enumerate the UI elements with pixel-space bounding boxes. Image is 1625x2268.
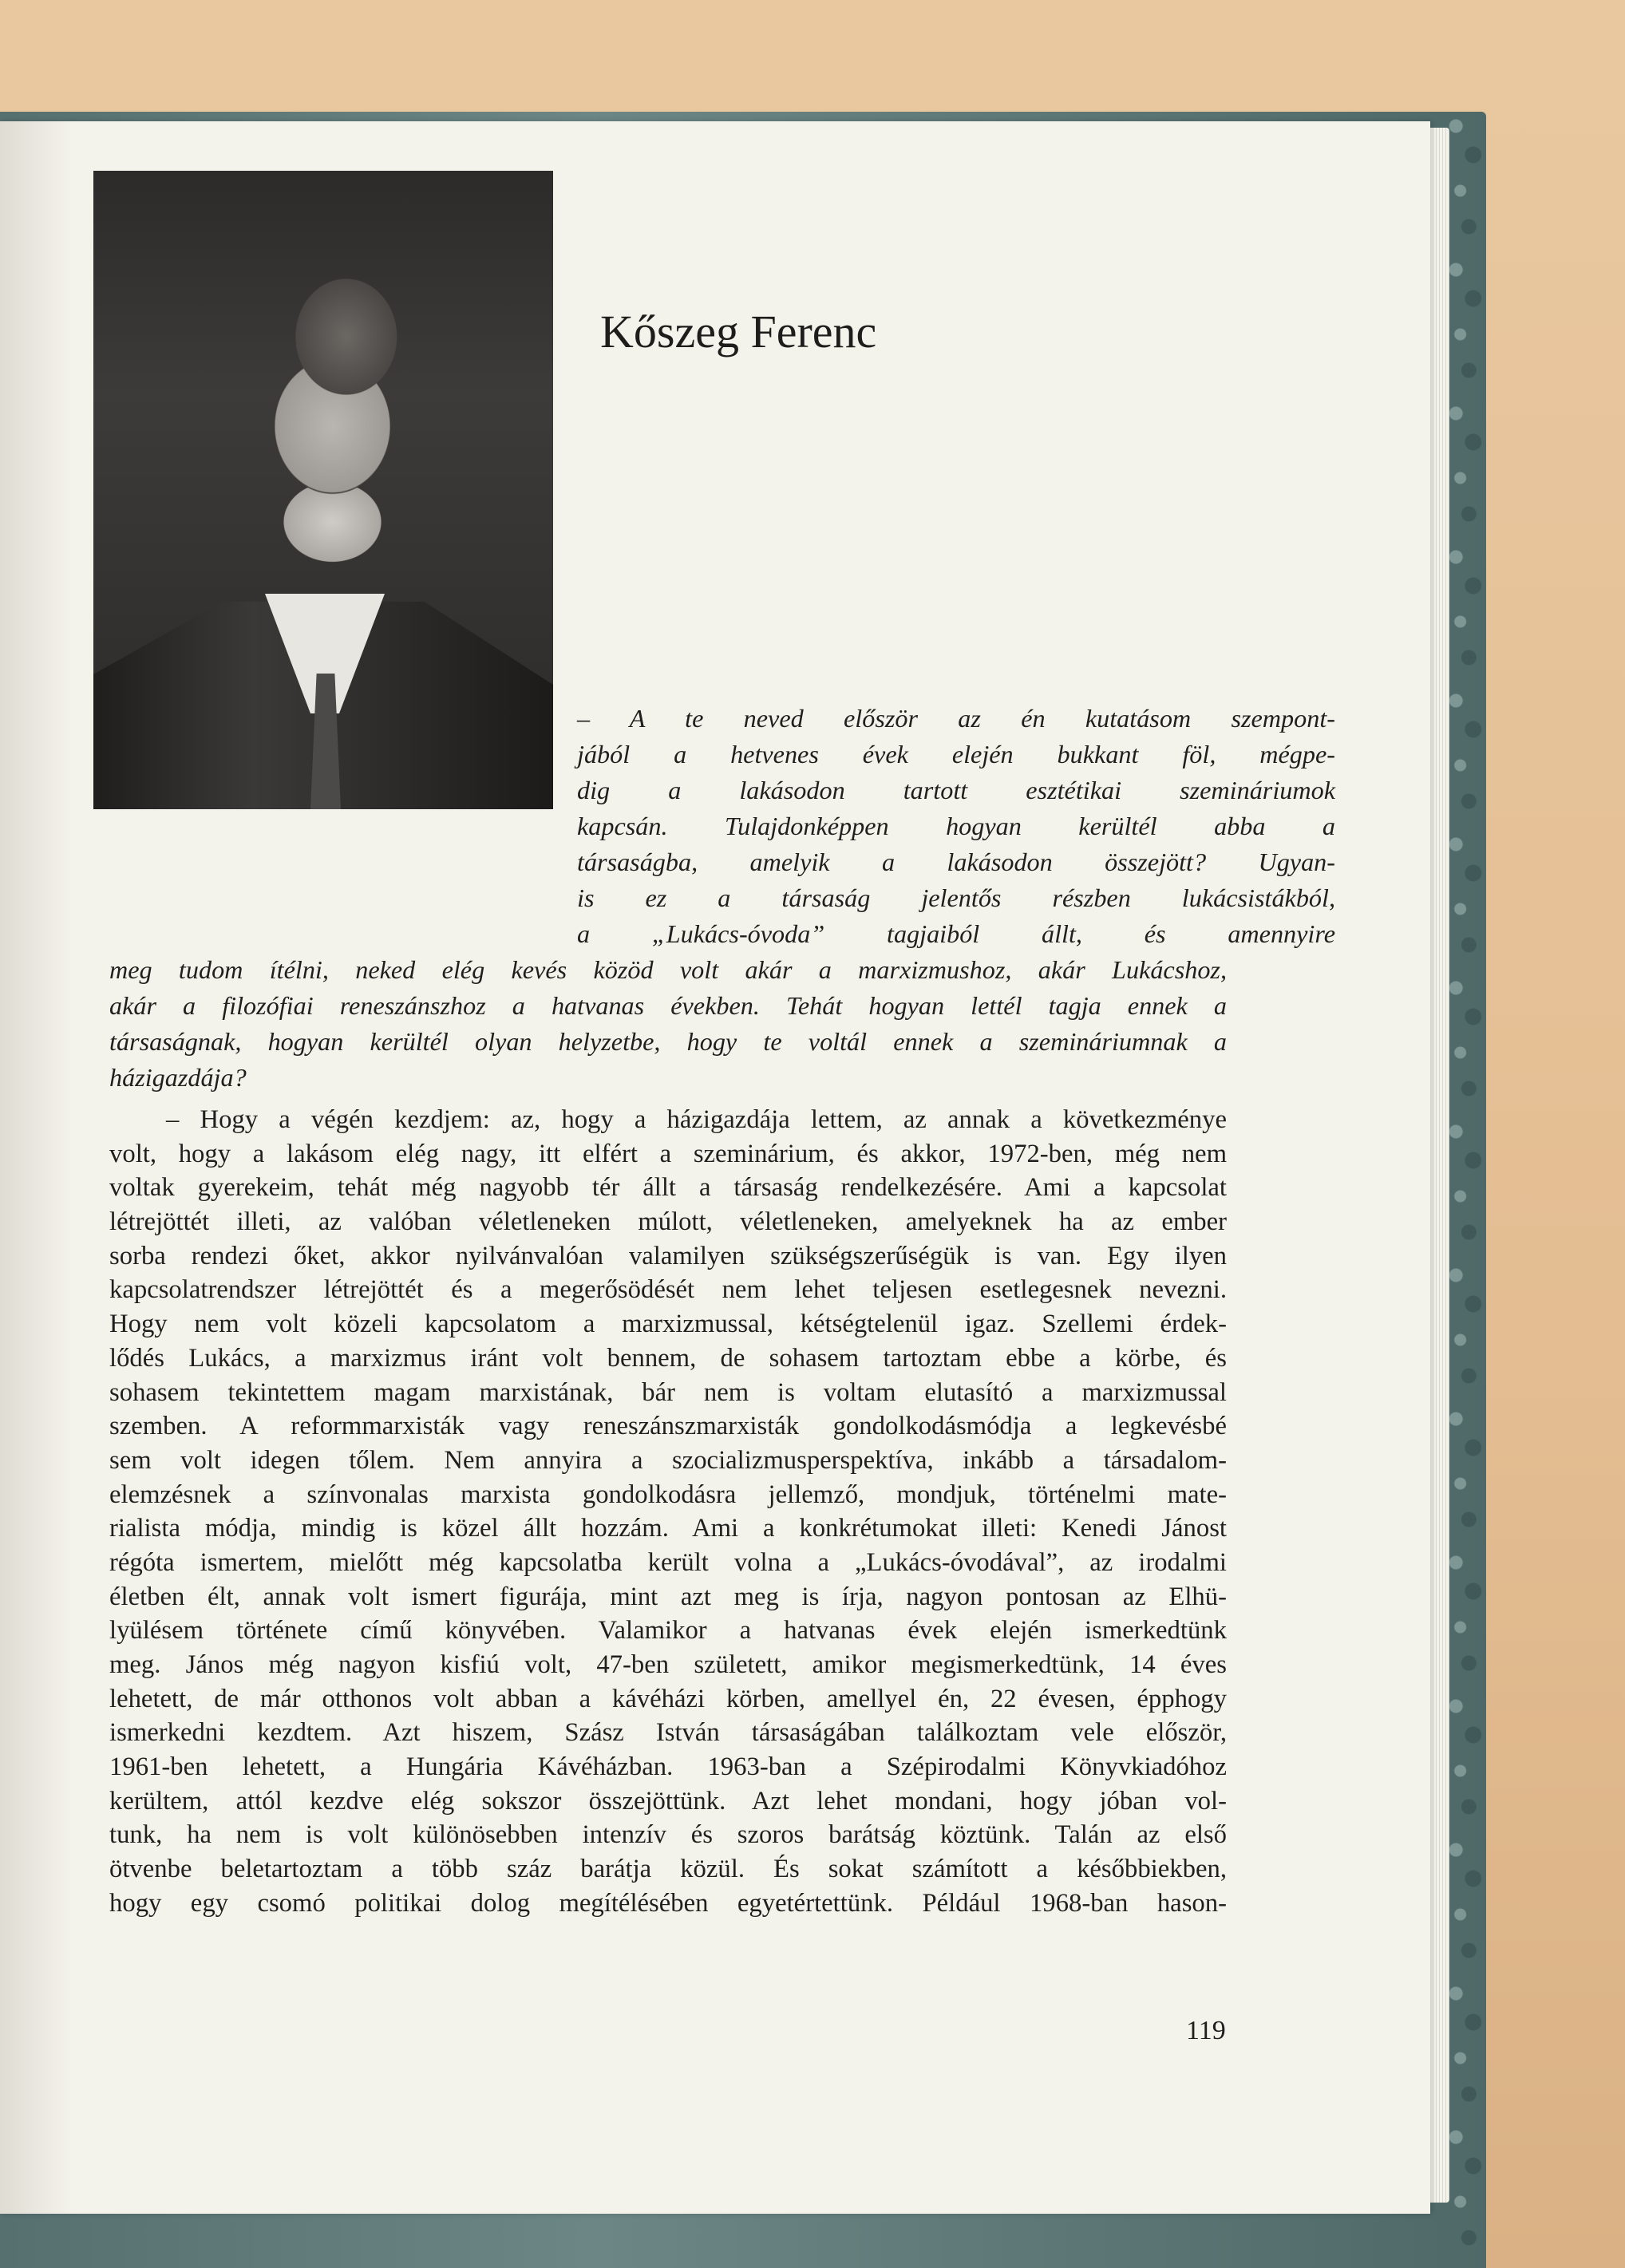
cover-marbling — [1443, 112, 1486, 2268]
question-line: kapcsán. Tulajdonképpen hogyan kerültél abba a — [577, 812, 1335, 840]
page-gutter-shadow — [0, 121, 72, 2214]
answer-line: 1961-ben lehetett, a Hungária Kávéházban. 1963-ban a Szépirodalmi Könyvkiadóhoz — [109, 1752, 1227, 1782]
question-line: jából a hetvenes évek elején bukkant föl, mégpe- — [577, 740, 1335, 769]
answer-line: meg. János még nagyon kisfiú volt, 47-ben született, amikor megismerkedtünk, 14 éves — [109, 1650, 1227, 1679]
answer-line: lehetett, de már otthonos volt abban a kávéházi körben, amellyel én, 22 évesen, épphogy — [109, 1684, 1227, 1713]
answer-line: kapcsolatrendszer létrejöttét és a megerősödését nem lehet teljesen esetlegesnek nevezni. — [109, 1275, 1227, 1305]
question-line: társaságnak, hogyan kerültél olyan helyzetbe, hogy te voltál ennek a szemináriumnak a — [109, 1027, 1227, 1056]
answer-line: sohasem tekintettem magam marxistának, bár nem is voltam elutasító a marxizmussal — [109, 1377, 1227, 1407]
question-line: házigazdája? — [109, 1063, 247, 1092]
answer-line: ötvenbe beletartoztam a több száz barátja közül. És sokat számított a későbbiekben, — [109, 1855, 1227, 1884]
question-line: meg tudom ítélni, neked elég kevés közöd volt akár a marxizmushoz, akár Lukácshoz, — [109, 955, 1227, 984]
answer-line: sem volt idegen tőlem. Nem annyira a szocializmusperspektíva, inkább a társadalom- — [109, 1445, 1227, 1475]
question-line: is ez a társaság jelentős részben lukácsistákból, — [577, 883, 1335, 912]
question-line: a „Lukács-óvoda” tagjaiból állt, és amennyire — [577, 919, 1335, 948]
answer-line: voltak gyerekeim, tehát még nagyobb tér állt a társaság rendelkezésére. Ami a kapcsolat — [109, 1173, 1227, 1203]
question-line: társaságba, amelyik a lakásodon összejött? Ugyan- — [577, 848, 1335, 876]
answer-line: elemzésnek a színvonalas marxista gondolkodásra jellemző, mondjuk, történelmi mate- — [109, 1480, 1227, 1509]
answer-line: ismerkedni kezdtem. Azt hiszem, Szász István társaságában találkoztam vele először, — [109, 1718, 1227, 1748]
answer-line: szemben. A reformmarxisták vagy reneszánszmarxisták gondolkodásmódja a legkevésbé — [109, 1412, 1227, 1441]
answer-line: volt, hogy a lakásom elég nagy, itt elfért a szeminárium, és akkor, 1972-ben, még nem — [109, 1139, 1227, 1168]
page-number: 119 — [1186, 2016, 1226, 2045]
answer-line: rialista módja, mindig is közel állt hozzám. Ami a konkrétumokat illeti: Kenedi Jánost — [109, 1514, 1227, 1543]
interview-answer — [109, 1103, 1227, 1921]
answer-line: lődés Lukács, a marxizmus iránt volt bennem, de sohasem tartoztam ebbe a körbe, és — [109, 1343, 1227, 1373]
question-line: dig a lakásodon tartott esztétikai szemináriumok — [577, 776, 1335, 804]
answer-line: – Hogy a végén kezdjem: az, hogy a házigazdája lettem, az annak a következménye — [166, 1105, 1227, 1134]
article-title: Kőszeg Ferenc — [600, 306, 877, 358]
answer-line: hogy egy csomó politikai dolog megítélésében egyetértettünk. Például 1968-ban hason- — [109, 1888, 1227, 1918]
answer-line: tunk, ha nem is volt különösebben intenzív és szoros barátság köztünk. Talán az első — [109, 1820, 1227, 1850]
answer-line: sorba rendezi őket, akkor nyilvánvalóan valamilyen szükségszerűségük is van. Egy ilyen — [109, 1241, 1227, 1270]
answer-line: életben élt, annak volt ismert figurája, mint azt meg is írja, nagyon pontosan az Elhü- — [109, 1582, 1227, 1611]
answer-line: létrejöttét illeti, az valóban véletleneken múlott, véletleneken, amelyeknek ha az ember — [109, 1207, 1227, 1237]
answer-line: régóta ismertem, mielőtt még kapcsolatba került volna a „Lukács-óvodával”, az irodalmi — [109, 1547, 1227, 1577]
answer-line: lyülésem története című könyvében. Valamikor a hatvanas évek elején ismerkedtünk — [109, 1616, 1227, 1646]
answer-line: Hogy nem volt közeli kapcsolatom a marxizmussal, kétségtelenül igaz. Szellemi érdek- — [109, 1310, 1227, 1339]
question-line: – A te neved először az én kutatásom szempont- — [577, 704, 1335, 733]
interview-question — [109, 701, 1335, 1096]
question-line: akár a filozófiai reneszánszhoz a hatvanas években. Tehát hogyan lettél tagja ennek a — [109, 991, 1227, 1020]
answer-line: kerültem, attól kezdve elég sokszor összejöttünk. Azt lehet mondani, hogy jóban vol- — [109, 1786, 1227, 1816]
